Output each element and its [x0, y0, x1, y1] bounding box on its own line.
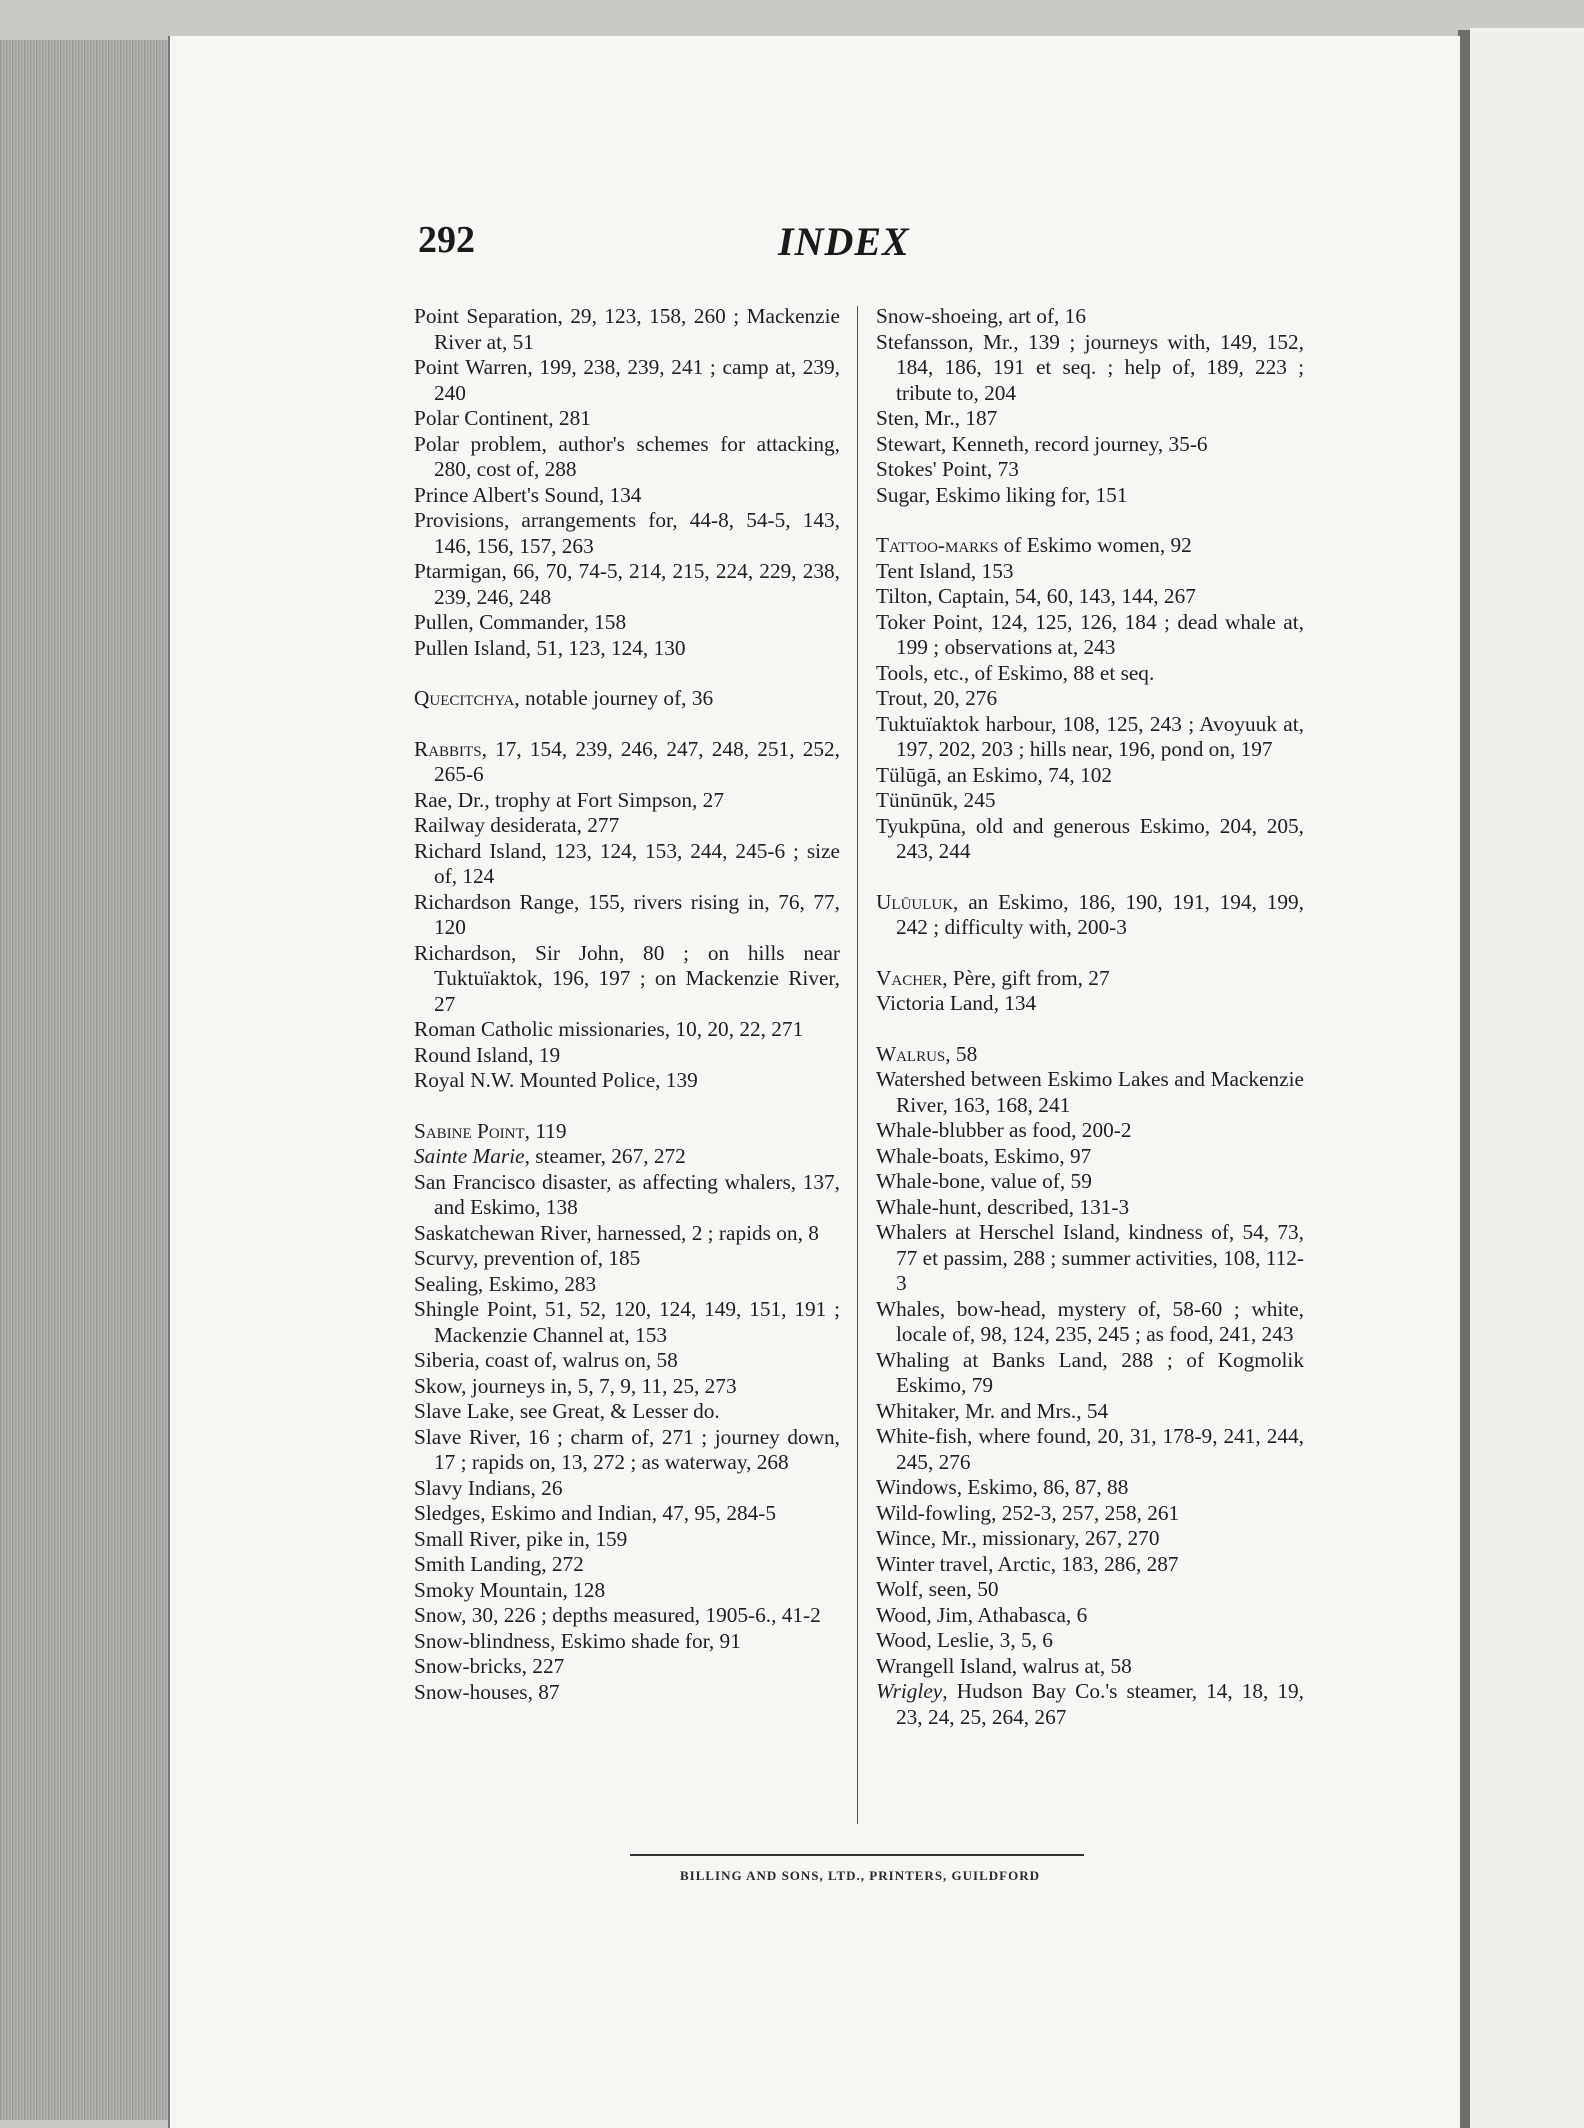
entry-text: Whaling at Banks Land, 288 ; of Kogmolik Eskimo, 79: [876, 1347, 1304, 1397]
entry-text: Point Separation, 29, 123, 158, 260 ; Mackenzie River at, 51: [414, 304, 840, 354]
index-entry: [876, 1220, 1304, 1297]
entry-text: Snow-houses, 87: [414, 1679, 560, 1704]
entry-gap: [876, 1017, 1304, 1042]
entry-gap: [414, 661, 840, 686]
entry-text: Railway desiderata, 277: [414, 813, 620, 837]
entry-text: Sealing, Eskimo, 283: [414, 1271, 597, 1296]
index-entry: [876, 1399, 1304, 1425]
entry-text: Windows, Eskimo, 86, 87, 88: [876, 1475, 1129, 1499]
index-entry: [876, 1297, 1304, 1348]
index-entry: [414, 737, 840, 788]
entry-text: Polar Continent, 281: [414, 406, 591, 430]
index-entry: [876, 1577, 1304, 1603]
index-entry: [414, 559, 840, 610]
index-entry: [876, 406, 1304, 432]
index-entry: [876, 1654, 1304, 1680]
entry-text: Saskatchewan River, harnessed, 2 ; rapids on, 8: [414, 1220, 819, 1245]
index-entry: [876, 483, 1304, 509]
index-entry: [876, 1195, 1304, 1221]
entry-text: Polar problem, author's schemes for attacking, 280, cost of, 288: [414, 431, 840, 481]
index-entry: [876, 686, 1304, 712]
index-entry: [414, 1144, 840, 1170]
entry-text: Stefansson, Mr., 139 ; journeys with, 149, 152, 184, 186, 191 et seq. ; help of, 189, 223 ; tribute to, 204: [876, 329, 1304, 405]
entry-text: Victoria Land, 134: [876, 991, 1037, 1015]
entry-lead-smallcaps: Quecitchya: [414, 686, 515, 710]
index-entry: [876, 1628, 1304, 1654]
index-entry: [414, 432, 840, 483]
entry-gap: [876, 865, 1304, 890]
index-entry: [876, 1067, 1304, 1118]
entry-text: , Hudson Bay Co.'s steamer, 14, 18, 19, 23, 24, 25, 264, 267: [896, 1679, 1304, 1729]
entry-text: Slave Lake, see Great, & Lesser do.: [414, 1399, 720, 1423]
index-entry: [414, 788, 840, 814]
index-entry: [414, 1552, 840, 1578]
entry-gap: [876, 508, 1304, 533]
index-entry: [876, 1144, 1304, 1170]
entry-text: Tuktuïaktok harbour, 108, 125, 243 ; Avoyuuk at, 197, 202, 203 ; hills near, 196, pond on, 197: [876, 711, 1304, 761]
index-entry: [414, 1603, 840, 1629]
index-entry: [414, 355, 840, 406]
entry-text: Richardson, Sir John, 80 ; on hills near Tuktuïaktok, 196, 197 ; on Mackenzie River, 27: [414, 940, 840, 1016]
entry-text: Whales, bow-head, mystery of, 58-60 ; white, locale of, 98, 124, 235, 245 ; as food, 241, 243: [876, 1296, 1304, 1346]
entry-text: , 119: [524, 1118, 567, 1143]
entry-text: Wood, Leslie, 3, 5, 6: [876, 1628, 1053, 1652]
index-entry: [876, 559, 1304, 585]
index-entry: [876, 788, 1304, 814]
entry-text: Smoky Mountain, 128: [414, 1577, 606, 1602]
entry-text: , 58: [945, 1041, 978, 1066]
entry-text: Stewart, Kenneth, record journey, 35-6: [876, 431, 1208, 456]
book-page-edges: [0, 40, 178, 2120]
entry-text: Scurvy, prevention of, 185: [414, 1246, 641, 1270]
index-entry: [876, 814, 1304, 865]
entry-text: Small River, pike in, 159: [414, 1526, 628, 1551]
entry-text: Wince, Mr., missionary, 267, 270: [876, 1526, 1160, 1550]
index-entry: [414, 1399, 840, 1425]
index-entry: [876, 1552, 1304, 1578]
entry-text: Tülūgā, an Eskimo, 74, 102: [876, 762, 1113, 787]
index-entry: [414, 1680, 840, 1706]
entry-text: Watershed between Eskimo Lakes and Mackenzie River, 163, 168, 241: [876, 1067, 1304, 1117]
index-column-left: [414, 304, 840, 1705]
entry-text: Wolf, seen, 50: [876, 1577, 999, 1601]
entry-gap: [876, 941, 1304, 966]
index-entry: [414, 813, 840, 839]
entry-lead-smallcaps: Rabbits: [414, 736, 482, 761]
index-entry: [876, 1348, 1304, 1399]
page-title: INDEX: [778, 219, 910, 264]
entry-gap: [414, 712, 840, 737]
entry-text: Royal N.W. Mounted Police, 139: [414, 1068, 698, 1092]
entry-lead-smallcaps: Tattoo-marks: [876, 533, 999, 557]
entry-text: Sugar, Eskimo liking for, 151: [876, 482, 1128, 507]
index-entry: [414, 890, 840, 941]
entry-lead-smallcaps: Walrus: [876, 1041, 946, 1066]
entry-text: Siberia, coast of, walrus on, 58: [414, 1348, 678, 1372]
entry-text: Whale-bone, value of, 59: [876, 1169, 1092, 1193]
entry-text: Provisions, arrangements for, 44-8, 54-5, 143, 146, 156, 157, 263: [414, 508, 840, 558]
entry-text: Wild-fowling, 252-3, 257, 258, 261: [876, 1500, 1180, 1525]
index-entry: [876, 457, 1304, 483]
entry-text: Ptarmigan, 66, 70, 74-5, 214, 215, 224, 229, 238, 239, 246, 248: [414, 559, 840, 609]
index-entry: [414, 1119, 840, 1145]
entry-text: Sledges, Eskimo and Indian, 47, 95, 284-5: [414, 1501, 777, 1525]
entry-text: Snow-shoeing, art of, 16: [876, 304, 1086, 328]
page-number: 292: [418, 219, 475, 261]
index-entry: [876, 584, 1304, 610]
index-entry: [876, 304, 1304, 330]
entry-text: Tilton, Captain, 54, 60, 143, 144, 267: [876, 584, 1196, 608]
entry-text: Trout, 20, 276: [876, 686, 998, 710]
entry-text: San Francisco disaster, as affecting whalers, 137, and Eskimo, 138: [414, 1169, 840, 1219]
index-entry: [414, 1654, 840, 1680]
entry-lead-smallcaps: Ulūuluk: [876, 889, 954, 914]
entry-text: , Père, gift from, 27: [942, 965, 1110, 990]
entry-text: Winter travel, Arctic, 183, 286, 287: [876, 1551, 1179, 1576]
entry-text: Wood, Jim, Athabasca, 6: [876, 1602, 1088, 1627]
entry-text: , 17, 154, 239, 246, 247, 248, 251, 252, 265-6: [434, 736, 840, 786]
entry-text: , an Eskimo, 186, 190, 191, 194, 199, 242 ; difficulty with, 200-3: [896, 889, 1304, 939]
index-entry: [876, 1603, 1304, 1629]
facing-page: [1470, 28, 1584, 2128]
index-entry: [876, 712, 1304, 763]
index-entry: [414, 304, 840, 355]
entry-text: Slave River, 16 ; charm of, 271 ; journey down, 17 ; rapids on, 13, 272 ; as waterway, 268: [414, 1424, 840, 1474]
index-entry: [414, 1170, 840, 1221]
index-entry: [876, 610, 1304, 661]
entry-text: Tent Island, 153: [876, 558, 1014, 583]
page-header: [418, 218, 938, 268]
index-column-right: [876, 304, 1304, 1730]
index-entry: [414, 941, 840, 1018]
index-entry: [414, 508, 840, 559]
index-entry: [876, 432, 1304, 458]
index-entry: [876, 1501, 1304, 1527]
entry-text: Toker Point, 124, 125, 126, 184 ; dead whale at, 199 ; observations at, 243: [876, 609, 1304, 659]
index-entry: [414, 1017, 840, 1043]
index-entry: [414, 1246, 840, 1272]
entry-lead-italic: Wrigley: [876, 1679, 943, 1703]
entry-text: , steamer, 267, 272: [524, 1144, 686, 1168]
index-entry: [876, 330, 1304, 407]
entry-text: Wrangell Island, walrus at, 58: [876, 1653, 1132, 1678]
index-entry: [876, 763, 1304, 789]
entry-text: Prince Albert's Sound, 134: [414, 482, 642, 507]
entry-text: Tünūnūk, 245: [876, 788, 996, 812]
entry-gap: [414, 1094, 840, 1119]
index-entry: [876, 966, 1304, 992]
entry-text: Whale-hunt, described, 131-3: [876, 1194, 1130, 1219]
entry-text: Pullen Island, 51, 123, 124, 130: [414, 635, 686, 660]
index-entry: [414, 1425, 840, 1476]
entry-text: Slavy Indians, 26: [414, 1475, 563, 1500]
index-entry: [414, 1476, 840, 1502]
entry-lead-italic: Sainte Marie: [414, 1144, 525, 1168]
index-entry: [876, 1679, 1304, 1730]
index-entry: [876, 1475, 1304, 1501]
index-entry: [414, 1272, 840, 1298]
index-entry: [876, 890, 1304, 941]
index-entry: [414, 1501, 840, 1527]
printer-imprint: BILLING AND SONS, LTD., PRINTERS, GUILDFORD: [679, 1868, 1040, 1883]
entry-text: Shingle Point, 51, 52, 120, 124, 149, 151, 191 ; Mackenzie Channel at, 153: [414, 1297, 840, 1347]
entry-text: Round Island, 19: [414, 1042, 561, 1067]
index-entry: [414, 1221, 840, 1247]
entry-text: Richardson Range, 155, rivers rising in, 76, 77, 120: [414, 889, 840, 939]
index-entry: [414, 839, 840, 890]
entry-text: Pullen, Commander, 158: [414, 610, 627, 634]
index-entry: [414, 483, 840, 509]
index-entry: [876, 533, 1304, 559]
entry-text: Richard Island, 123, 124, 153, 244, 245-6 ; size of, 124: [414, 838, 840, 888]
entry-text: Snow, 30, 226 ; depths measured, 1905-6., 41-2: [414, 1603, 821, 1627]
index-entry: [876, 1042, 1304, 1068]
entry-text: Smith Landing, 272: [414, 1552, 584, 1576]
index-entry: [414, 636, 840, 662]
column-divider: [857, 306, 858, 1824]
footer-rule: [630, 1854, 1084, 1856]
index-entry: [414, 1043, 840, 1069]
entry-text: Tyukpūna, old and generous Eskimo, 204, 205, 243, 244: [876, 813, 1304, 863]
index-entry: [876, 991, 1304, 1017]
entry-text: Skow, journeys in, 5, 7, 9, 11, 25, 273: [414, 1373, 737, 1398]
entry-text: Tools, etc., of Eskimo, 88 et seq.: [876, 660, 1155, 685]
index-entry: [414, 1527, 840, 1553]
entry-lead-smallcaps: Vacher: [876, 965, 943, 990]
entry-text: of Eskimo women, 92: [998, 533, 1192, 557]
entry-text: Point Warren, 199, 238, 239, 241 ; camp at, 239, 240: [414, 355, 840, 405]
entry-text: White-fish, where found, 20, 31, 178-9, 241, 244, 245, 276: [876, 1424, 1304, 1474]
index-entry: [414, 1629, 840, 1655]
index-entry: [414, 1068, 840, 1094]
index-entry: [876, 661, 1304, 687]
entry-text: , notable journey of, 36: [514, 686, 714, 710]
index-entry: [876, 1526, 1304, 1552]
entry-text: Snow-blindness, Eskimo shade for, 91: [414, 1628, 741, 1653]
index-entry: [876, 1169, 1304, 1195]
entry-lead-smallcaps: Sabine Point: [414, 1118, 525, 1143]
entry-text: Whale-blubber as food, 200-2: [876, 1118, 1132, 1142]
index-entry: [414, 610, 840, 636]
entry-text: Whalers at Herschel Island, kindness of, 54, 73, 77 et passim, 288 ; summer activities, 108, 112-3: [876, 1220, 1304, 1295]
index-entry: [414, 686, 840, 712]
entry-text: Roman Catholic missionaries, 10, 20, 22, 271: [414, 1017, 804, 1041]
entry-text: Rae, Dr., trophy at Fort Simpson, 27: [414, 787, 724, 812]
index-entry: [414, 406, 840, 432]
entry-text: Snow-bricks, 227: [414, 1654, 565, 1678]
entry-text: Whitaker, Mr. and Mrs., 54: [876, 1398, 1109, 1423]
index-entry: [876, 1424, 1304, 1475]
index-entry: [414, 1297, 840, 1348]
index-entry: [414, 1374, 840, 1400]
index-entry: [876, 1118, 1304, 1144]
index-entry: [414, 1578, 840, 1604]
entry-text: Whale-boats, Eskimo, 97: [876, 1143, 1092, 1168]
entry-text: Sten, Mr., 187: [876, 406, 998, 430]
index-entry: [414, 1348, 840, 1374]
entry-text: Stokes' Point, 73: [876, 457, 1019, 481]
